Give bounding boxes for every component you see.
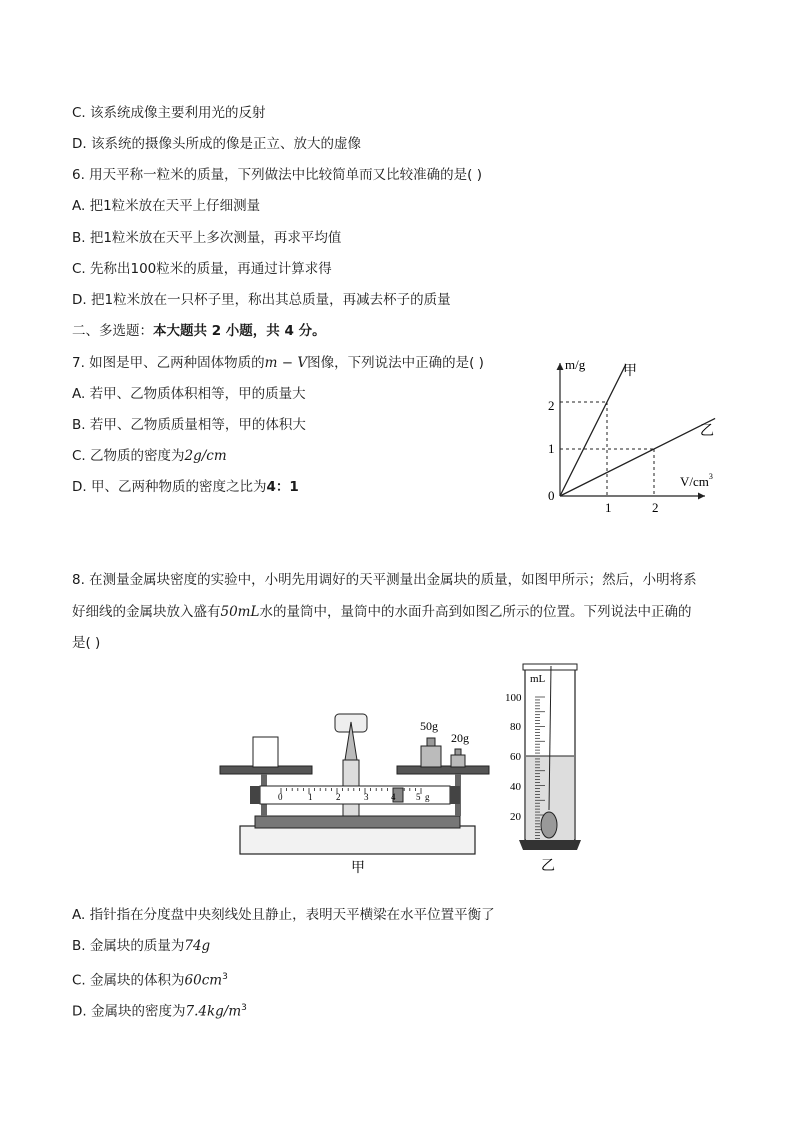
scale-label-3: 3 [364, 792, 369, 802]
scale-label-2: 2 [336, 792, 341, 802]
y-axis-label: m/g [565, 357, 586, 372]
q7-option-c-pre: C. 乙物质的密度为 [72, 448, 185, 464]
q8-stem-line1: 8. 在测量金属块密度的实验中，小明先用调好的天平测量出金属块的质量，如图甲所示；然后，小明将系 [72, 572, 697, 588]
q7-option-c [72, 447, 227, 465]
series-label-jia: 甲 [623, 364, 637, 379]
q7-option-a: A. 若甲、乙物质体积相等，甲的质量大 [72, 386, 306, 402]
q7-stem-math: m − V [264, 355, 308, 371]
weight-20g-label: 20g [451, 731, 469, 745]
cyl-label-40: 40 [510, 781, 521, 793]
q8-option-b [72, 937, 210, 955]
cylinder-base [519, 840, 581, 850]
q6-stem: 6. 用天平称一粒米的质量，下列做法中比较简单而又比较准确的是( ) [72, 167, 482, 183]
scale-label-5: 5 [416, 792, 421, 802]
q8-option-c-math: 60cm [184, 972, 223, 989]
weight-20g [451, 755, 465, 767]
q8-stem-line2-pre: 好细线的金属块放入盛有 [72, 604, 221, 620]
metal-block-in-water [541, 812, 557, 838]
origin-label: 0 [548, 488, 555, 503]
cyl-label-80: 80 [510, 721, 521, 733]
section-header [72, 322, 326, 340]
weight-50g [421, 746, 441, 767]
series-line-0 [560, 364, 626, 496]
weight-50g-label: 50g [420, 719, 438, 733]
q7-stem-pre: 7. 如图是甲、乙两种固体物质的 [72, 355, 265, 371]
scale-label-g: g [425, 792, 430, 802]
q8-option-c-sup: 3 [222, 972, 228, 982]
beam [260, 786, 450, 804]
q8-option-b-math: 74g [184, 938, 211, 954]
cylinder-figure [505, 660, 595, 875]
cyl-unit: mL [530, 673, 546, 685]
right-pan [397, 766, 489, 774]
q8-option-c [72, 968, 228, 990]
q8-option-b-pre: B. 金属块的质量为 [72, 938, 185, 954]
mv-graph [535, 355, 725, 520]
scale-label-0: 0 [278, 792, 283, 802]
q7-option-b: B. 若甲、乙物质质量相等，甲的体积大 [72, 417, 306, 433]
cylinder-spout [523, 664, 577, 670]
x-tick-label-2: 2 [652, 500, 659, 515]
q7-option-d-val: 4：1 [266, 479, 299, 495]
q8-stem-line2-math: 50mL [220, 604, 260, 620]
q6-option-a: A. 把1粒米放在天平上仔细测量 [72, 198, 261, 214]
q6-option-d: D. 把1粒米放在一只杯子里，称出其总质量，再减去杯子的质量 [72, 292, 451, 308]
y-tick-label-2: 2 [548, 398, 555, 413]
q5-option-d: D. 该系统的摄像头所成的像是正立、放大的虚像 [72, 136, 361, 152]
q7-option-d-pre: D. 甲、乙两种物质的密度之比为 [72, 479, 267, 495]
figure-caption-jia: 甲 [351, 861, 365, 876]
balance-figure [215, 700, 500, 880]
weight-20g-knob [455, 749, 461, 755]
q8-option-d-math: 7.4kg/m [185, 1003, 242, 1020]
x-tick-label-1: 1 [605, 500, 612, 515]
q8-option-d [72, 999, 247, 1021]
q7-option-d [72, 478, 299, 496]
cyl-label-100: 100 [505, 692, 522, 704]
q8-stem-line2-post: 水的量筒中，量筒中的水面升高到如图乙所示的位置。下列说法中正确的 [259, 604, 692, 620]
cyl-label-20: 20 [510, 811, 521, 823]
q8-option-c-pre: C. 金属块的体积为 [72, 972, 185, 989]
q7-option-c-math: 2g/cm [184, 448, 227, 464]
y-tick-label-1: 1 [548, 441, 555, 456]
left-adjuster [250, 786, 260, 804]
scale-label-4: 4 [391, 792, 396, 802]
q7-stem-post: 图像，下列说法中正确的是( ) [307, 355, 484, 371]
figure-caption-yi: 乙 [541, 859, 555, 874]
series-label-yi: 乙 [700, 424, 714, 439]
q6-option-b: B. 把1粒米放在天平上多次测量，再求平均值 [72, 230, 342, 246]
x-axis-label: $V/cm^3$ [680, 472, 713, 489]
q8-stem-line2 [72, 603, 691, 621]
section-text: 本大题共 2 小题，共 4 分。 [153, 323, 326, 339]
q8-stem-line3: 是( ) [72, 635, 101, 651]
q7-stem [72, 354, 484, 372]
q6-option-c: C. 先称出100粒米的质量，再通过计算求得 [72, 261, 332, 277]
balance-base-top [255, 816, 460, 828]
right-adjuster [450, 786, 460, 804]
q8-option-d-sup: 3 [241, 1003, 247, 1013]
metal-block [253, 737, 278, 767]
balance-base [240, 826, 475, 854]
section-prefix: 二、多选题： [72, 323, 153, 339]
q8-option-d-pre: D. 金属块的密度为 [72, 1003, 186, 1020]
q8-option-a: A. 指针指在分度盘中央刻线处且静止，表明天平横梁在水平位置平衡了 [72, 907, 495, 923]
weight-50g-knob [427, 738, 435, 746]
cyl-label-60: 60 [510, 751, 521, 763]
q5-option-c: C. 该系统成像主要利用光的反射 [72, 105, 266, 121]
scale-label-1: 1 [308, 792, 313, 802]
